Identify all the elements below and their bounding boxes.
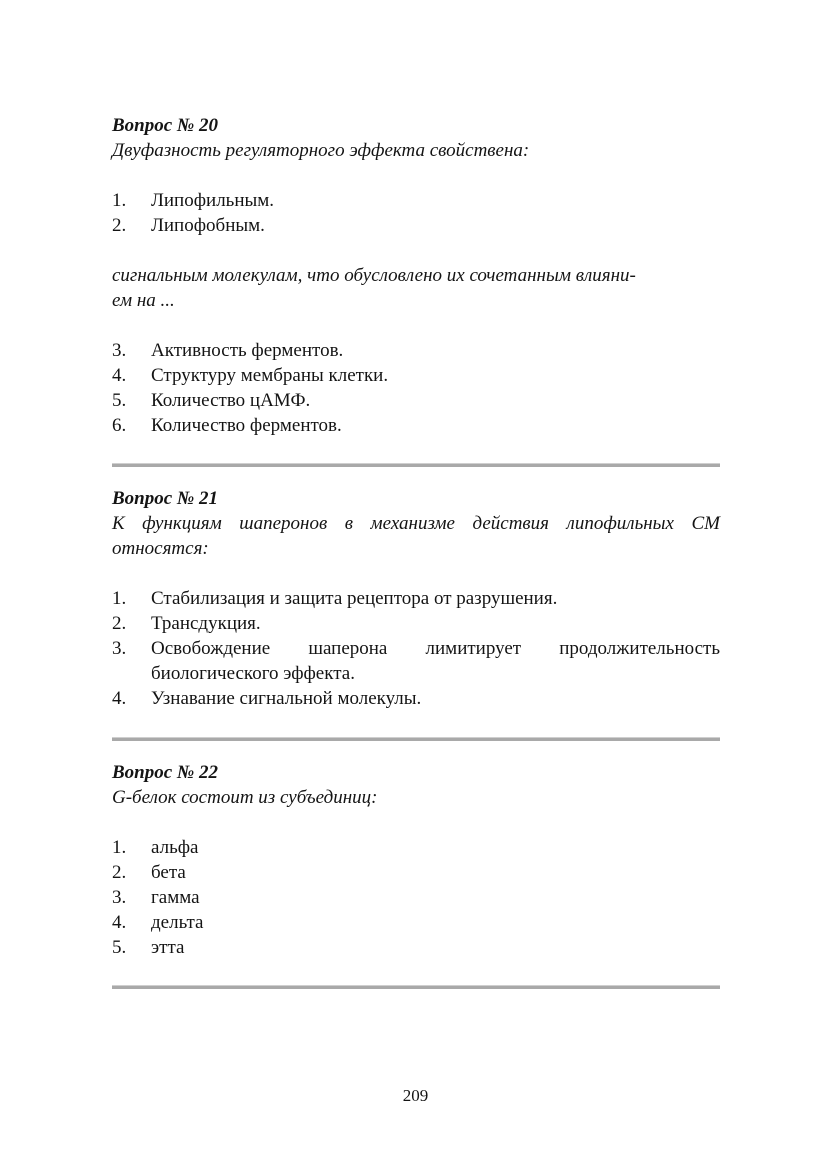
question-title: Вопрос № 22	[112, 762, 219, 783]
answer-option: 4. Структуру мембраны клетки.	[112, 365, 389, 386]
answer-option: 4. Узнавание сигнальной молекулы.	[112, 688, 422, 709]
question-22	[112, 760, 720, 960]
question-text: Двуфазность регуляторного эффекта свойствена:	[112, 140, 530, 161]
answer-option: 5. этта	[112, 937, 185, 958]
question-continuation: сигнальным молекулам, что обусловлено их сочетанным влияни- ем на ...	[112, 265, 636, 311]
answer-option: 3. Освобождение шаперона лимитирует продолжительность биологического эффекта.	[112, 638, 720, 684]
section-divider	[112, 985, 720, 989]
answer-list	[112, 835, 720, 960]
answer-option: 1. альфа	[112, 837, 199, 858]
answer-option: 3. гамма	[112, 887, 200, 908]
answer-option: 2. Трансдукция.	[112, 613, 261, 634]
question-text: G-белок состоит из субъединиц:	[112, 787, 378, 808]
answer-option: 4. дельта	[112, 912, 204, 933]
answer-list	[112, 338, 720, 438]
section-divider	[112, 463, 720, 467]
answer-option: 6. Количество ферментов.	[112, 415, 342, 436]
answer-option: 2. Липофобным.	[112, 215, 265, 236]
question-title: Вопрос № 21	[112, 488, 219, 509]
answer-option: 5. Количество цАМФ.	[112, 390, 311, 411]
question-text: К функциям шаперонов в механизме действия липофильных СМ относятся:	[112, 513, 720, 559]
answer-option: 1. Липофильным.	[112, 190, 275, 211]
answer-list	[112, 586, 720, 711]
question-21	[112, 486, 720, 711]
answer-option: 2. бета	[112, 862, 186, 883]
answer-option: 3. Активность ферментов.	[112, 340, 344, 361]
question-title: Вопрос № 20	[112, 115, 219, 136]
page-number: 209	[402, 1086, 429, 1105]
answer-option: 1. Стабилизация и защита рецептора от разрушения.	[112, 588, 558, 609]
answer-list	[112, 188, 720, 238]
question-20	[112, 113, 720, 438]
section-divider	[112, 737, 720, 741]
